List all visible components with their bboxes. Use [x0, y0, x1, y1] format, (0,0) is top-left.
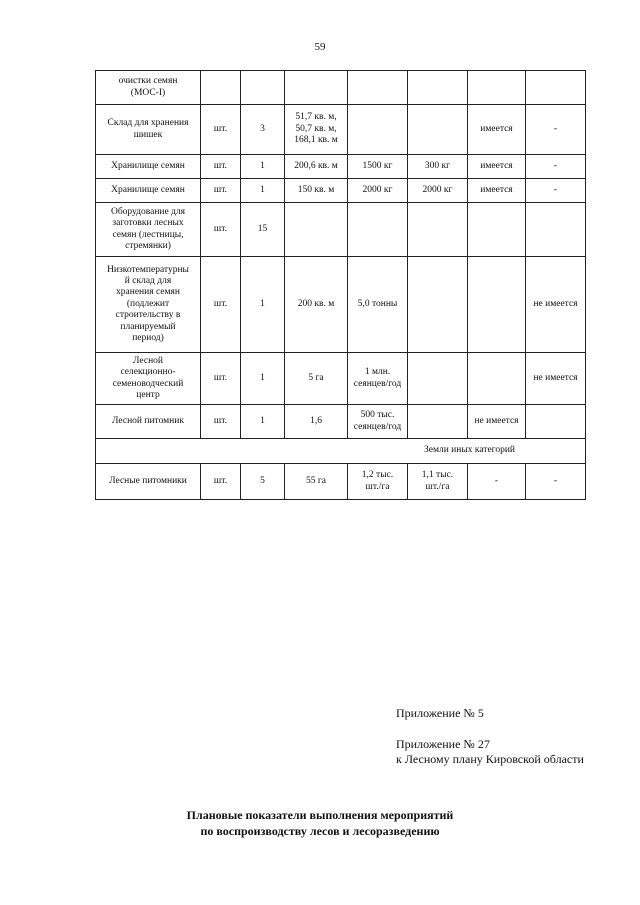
section-row	[96, 439, 586, 464]
table-row	[96, 179, 586, 203]
cell-qty: 1	[241, 405, 285, 439]
table-row	[96, 203, 586, 257]
cell-c4	[348, 203, 408, 257]
appendix-subtitle: к Лесному плану Кировской области	[396, 752, 584, 766]
cell-last	[526, 71, 586, 105]
cell-c5	[408, 353, 468, 405]
table-body	[96, 71, 586, 500]
cell-status	[468, 257, 526, 353]
cell-unit: шт.	[201, 203, 241, 257]
cell-qty	[241, 71, 285, 105]
cell-c5	[408, 71, 468, 105]
table-row	[96, 257, 586, 353]
cell-name: Лесные питомники	[96, 464, 201, 500]
cell-c4	[348, 71, 408, 105]
cell-unit	[201, 71, 241, 105]
cell-status	[468, 353, 526, 405]
cell-last	[526, 405, 586, 439]
cell-c5	[408, 203, 468, 257]
table-row	[96, 464, 586, 500]
cell-qty: 1	[241, 257, 285, 353]
cell-unit: шт.	[201, 257, 241, 353]
table-row	[96, 405, 586, 439]
cell-status: имеется	[468, 105, 526, 155]
cell-last: не имеется	[526, 353, 586, 405]
cell-c4: 500 тыс. сеянцев/год	[348, 405, 408, 439]
cell-last: не имеется	[526, 257, 586, 353]
cell-status: -	[468, 464, 526, 500]
table-row	[96, 353, 586, 405]
page-title	[0, 807, 640, 839]
appendix-27: Приложение № 27	[396, 737, 490, 751]
cell-c5: 2000 кг	[408, 179, 468, 203]
cell-qty: 3	[241, 105, 285, 155]
cell-name: Оборудование для заготовки лесных семян (лестницы, стремянки)	[96, 203, 201, 257]
cell-c5	[408, 105, 468, 155]
cell-c4: 1,2 тыс. шт./га	[348, 464, 408, 500]
cell-status	[468, 203, 526, 257]
cell-unit: шт.	[201, 405, 241, 439]
cell-name: Лесной селекционно- семеноводческий центр	[96, 353, 201, 405]
cell-c5	[408, 405, 468, 439]
cell-unit: шт.	[201, 105, 241, 155]
cell-qty: 1	[241, 155, 285, 179]
cell-area: 5 га	[285, 353, 348, 405]
cell-area: 55 га	[285, 464, 348, 500]
cell-status: имеется	[468, 179, 526, 203]
cell-qty: 1	[241, 353, 285, 405]
cell-area: 150 кв. м	[285, 179, 348, 203]
cell-qty: 5	[241, 464, 285, 500]
cell-last: -	[526, 464, 586, 500]
cell-area: 1,6	[285, 405, 348, 439]
cell-area	[285, 203, 348, 257]
title-line-2: по воспроизводству лесов и лесоразведению	[200, 824, 440, 839]
cell-c5: 1,1 тыс. шт./га	[408, 464, 468, 500]
cell-unit: шт.	[201, 179, 241, 203]
cell-area: 200 кв. м	[285, 257, 348, 353]
cell-status: не имеется	[468, 405, 526, 439]
cell-area: 200,6 кв. м	[285, 155, 348, 179]
cell-name: Лесной питомник	[96, 405, 201, 439]
cell-c4: 1 млн. сеянцев/год	[348, 353, 408, 405]
cell-name: очистки семян (МОС-I)	[96, 71, 201, 105]
cell-last: -	[526, 155, 586, 179]
cell-status	[468, 71, 526, 105]
cell-unit: шт.	[201, 353, 241, 405]
table-row	[96, 155, 586, 179]
cell-name: Хранилище семян	[96, 179, 201, 203]
cell-c4: 5,0 тонны	[348, 257, 408, 353]
cell-last: -	[526, 105, 586, 155]
title-line-1: Плановые показатели выполнения мероприятий	[186, 808, 454, 822]
cell-name: Склад для хранения шишек	[96, 105, 201, 155]
appendix-5: Приложение № 5	[396, 706, 484, 720]
cell-area	[285, 71, 348, 105]
cell-last: -	[526, 179, 586, 203]
cell-last	[526, 203, 586, 257]
cell-status: имеется	[468, 155, 526, 179]
cell-qty: 1	[241, 179, 285, 203]
cell-area: 51,7 кв. м, 50,7 кв. м, 168,1 кв. м	[285, 105, 348, 155]
cell-c5	[408, 257, 468, 353]
page-number: 59	[314, 41, 326, 53]
facilities-table	[95, 70, 586, 500]
cell-c4: 2000 кг	[348, 179, 408, 203]
table-row	[96, 105, 586, 155]
table-row	[96, 71, 586, 105]
section-label: Земли иных категорий	[96, 439, 586, 464]
cell-unit: шт.	[201, 155, 241, 179]
cell-c4: 1500 кг	[348, 155, 408, 179]
cell-unit: шт.	[201, 464, 241, 500]
cell-qty: 15	[241, 203, 285, 257]
cell-name: Низкотемпературны й склад для хранения семян (подлежит строительству в планируемый период)	[96, 257, 201, 353]
cell-c5: 300 кг	[408, 155, 468, 179]
cell-c4	[348, 105, 408, 155]
cell-name: Хранилище семян	[96, 155, 201, 179]
